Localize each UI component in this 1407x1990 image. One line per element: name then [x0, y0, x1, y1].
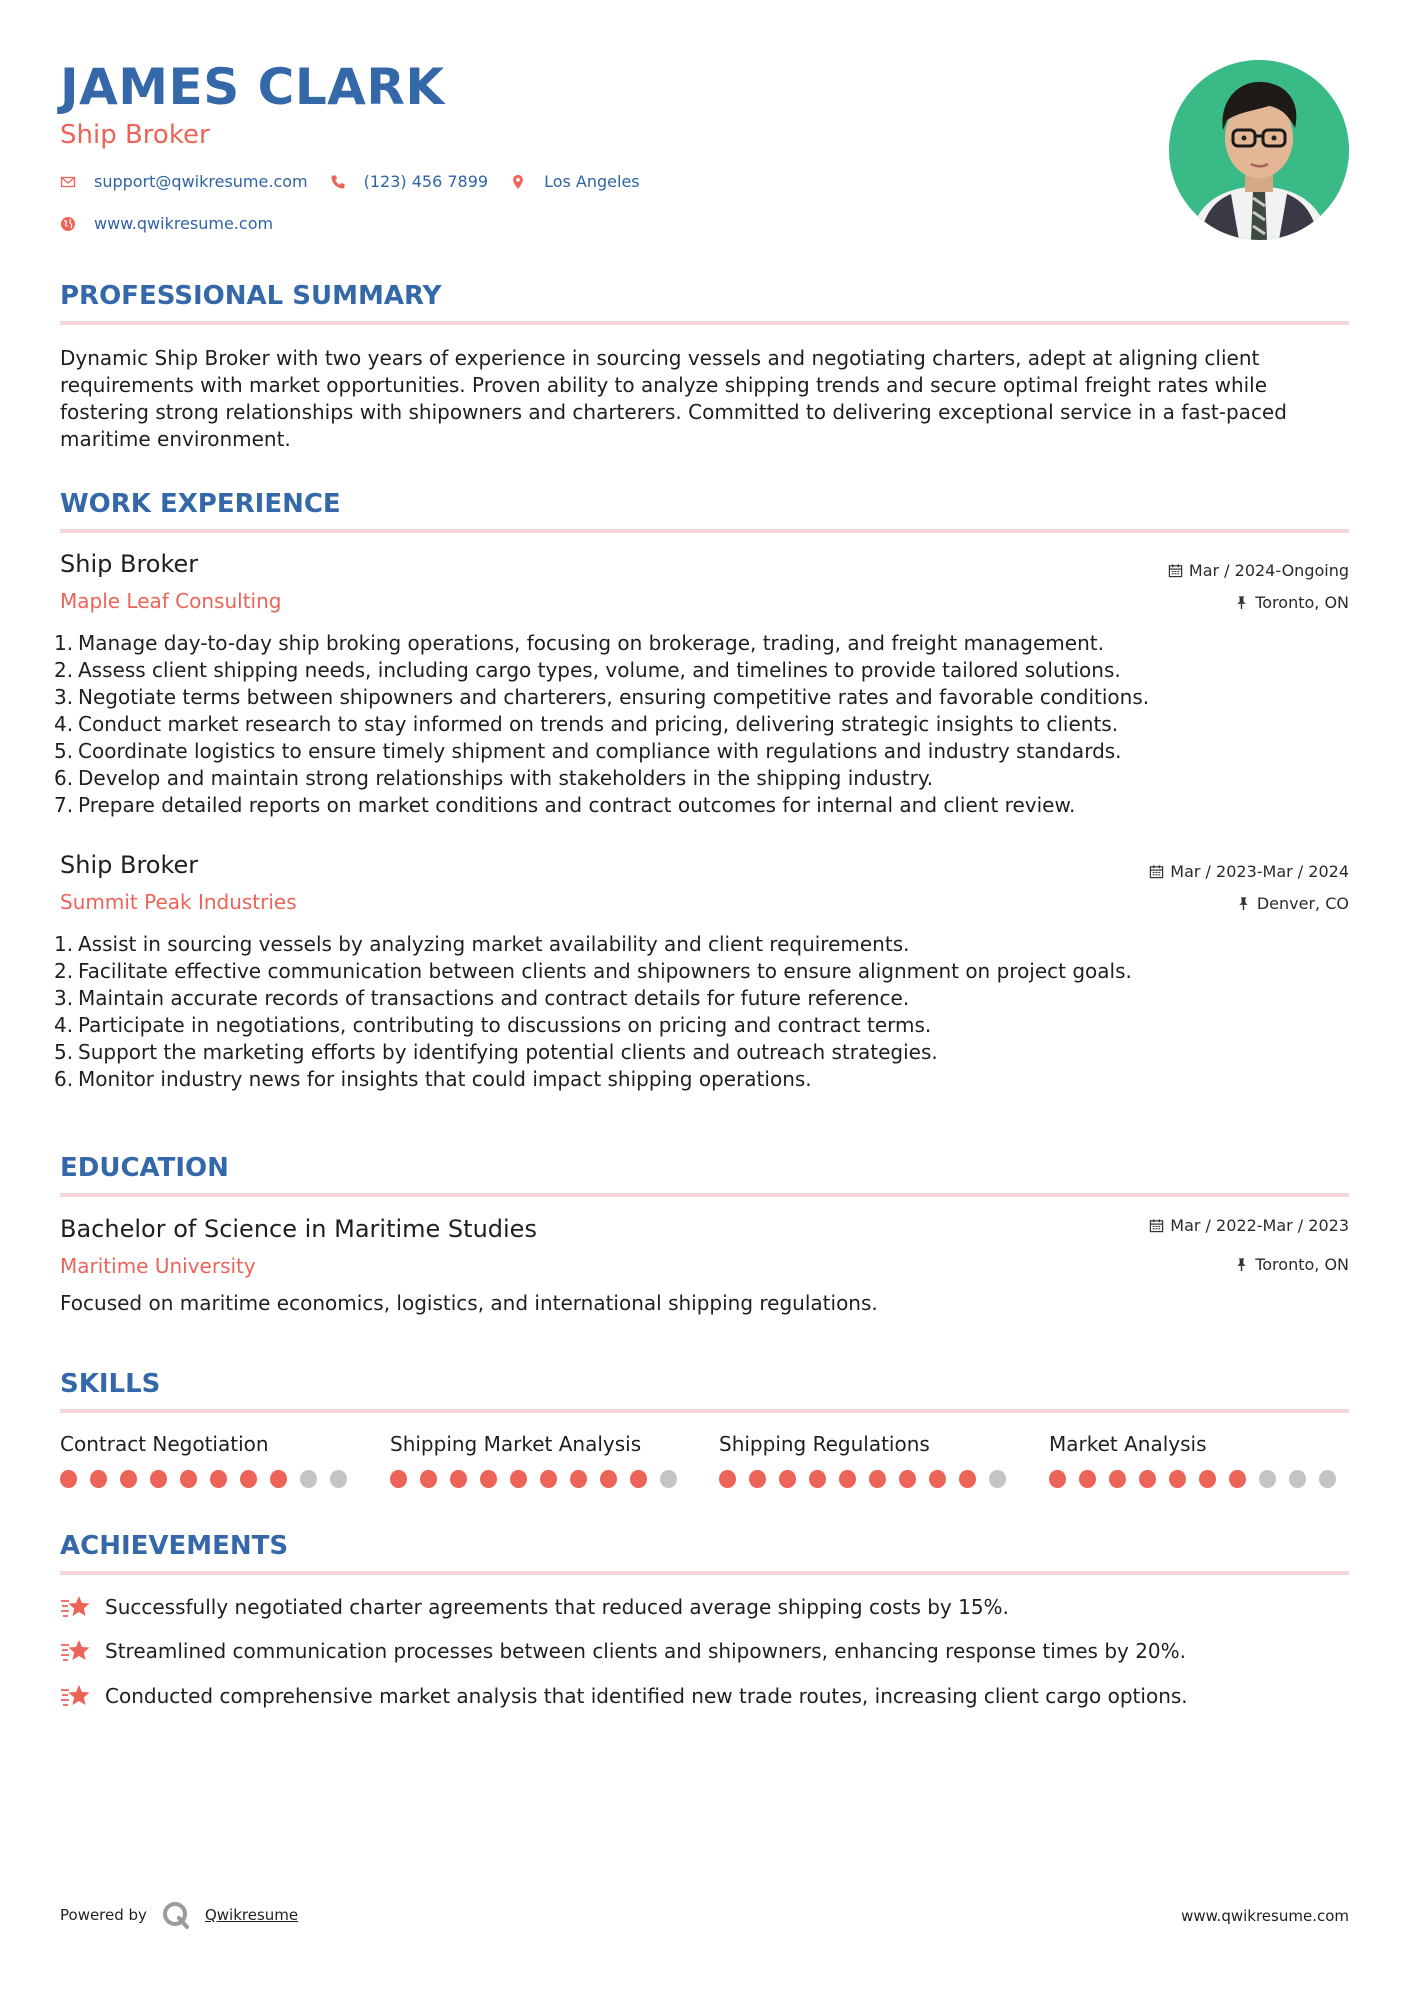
qwikresume-logo-icon [161, 1900, 191, 1930]
section-divider [60, 529, 1349, 533]
skill-name: Contract Negotiation [60, 1432, 269, 1456]
skill-dot [300, 1470, 317, 1488]
job-title: Ship Broker [60, 550, 199, 578]
skill-dot [540, 1470, 557, 1488]
job-company: Summit Peak Industries [60, 890, 297, 914]
job-location [1234, 593, 1349, 612]
list-item: 6. Develop and maintain strong relationships with stakeholders in the shipping industry. [54, 766, 934, 790]
list-item: 1. Assist in sourcing vessels by analyzing market availability and client requirements. [54, 932, 910, 956]
website-text: www.qwikresume.com [94, 214, 274, 233]
achievement-text: Conducted comprehensive market analysis that identified new trade routes, increasing client cargo options. [105, 1684, 1188, 1708]
skill-name: Shipping Regulations [719, 1432, 930, 1456]
job-dates [1149, 862, 1349, 881]
skill-dot [1169, 1470, 1186, 1488]
section-divider [60, 1409, 1349, 1413]
list-item: 4. Conduct market research to stay informed on trends and pricing, delivering strategic insights to clients. [54, 712, 1119, 736]
skill-dot [210, 1470, 227, 1488]
section-divider [60, 321, 1349, 325]
contact-location [510, 172, 640, 191]
skill-item [390, 1432, 690, 1488]
education-location-text: Toronto, ON [1255, 1255, 1349, 1274]
achievement-item [60, 1593, 1009, 1621]
skill-dot [749, 1470, 766, 1488]
skill-item [719, 1432, 1019, 1488]
job-location-text: Toronto, ON [1255, 593, 1349, 612]
pushpin-icon [1234, 595, 1249, 610]
skill-dot [660, 1470, 677, 1488]
degree-title: Bachelor of Science in Maritime Studies [60, 1215, 537, 1243]
star-icon [60, 1637, 92, 1665]
location-text: Los Angeles [544, 172, 640, 191]
star-icon [60, 1593, 92, 1621]
globe-icon [60, 216, 76, 232]
skill-dot [1139, 1470, 1156, 1488]
skill-dot [1319, 1470, 1336, 1488]
summary-text: Dynamic Ship Broker with two years of experience in sourcing vessels and negotiating charters, adept at aligning client requirements with market opportunities. Proven ability to analyze shipping trends and secure optimal freight rates while fostering strong relationships with shipowners and charterers. Committed to delivering exceptional service in a fast-paced maritime environment. [60, 346, 1287, 451]
list-item: 6. Monitor industry news for insights that could impact shipping operations. [54, 1067, 812, 1091]
contact-website[interactable] [60, 214, 273, 233]
pushpin-icon [1234, 1257, 1249, 1272]
skill-dot [989, 1470, 1006, 1488]
achievement-item [60, 1637, 1186, 1665]
job-dates-text: Mar / 2024-Ongoing [1188, 561, 1349, 580]
skill-dot [1199, 1470, 1216, 1488]
skill-dot [1079, 1470, 1096, 1488]
calendar-icon [1149, 1218, 1164, 1233]
achievement-item [60, 1682, 1188, 1710]
skill-dot [240, 1470, 257, 1488]
footer-powered-by [60, 1900, 298, 1930]
avatar-portrait [1169, 60, 1349, 240]
skill-name: Market Analysis [1049, 1432, 1207, 1456]
list-item: 3. Maintain accurate records of transactions and contract details for future reference. [54, 986, 910, 1010]
skill-dot [719, 1470, 736, 1488]
job-location [1236, 894, 1349, 913]
skill-dot [270, 1470, 287, 1488]
list-item: 4. Participate in negotiations, contributing to discussions on pricing and contract terms. [54, 1013, 932, 1037]
section-divider [60, 1571, 1349, 1575]
skill-dot [450, 1470, 467, 1488]
contact-phone[interactable] [330, 172, 488, 191]
skill-dot [1229, 1470, 1246, 1488]
brand-link[interactable]: Qwikresume [204, 1906, 299, 1924]
job-responsibilities [54, 931, 1344, 1093]
achievement-text: Streamlined communication processes between clients and shipowners, enhancing response times by 20%. [105, 1639, 1187, 1663]
job-location-text: Denver, CO [1256, 894, 1349, 913]
avatar [1169, 60, 1349, 240]
powered-by-label: Powered by [60, 1906, 147, 1924]
footer-website[interactable]: www.qwikresume.com [1181, 1907, 1349, 1925]
list-item: 2. Facilitate effective communication between clients and shipowners to ensure alignment on project goals. [54, 959, 1132, 983]
job-dates [1168, 561, 1349, 580]
section-title-achievements: ACHIEVEMENTS [60, 1531, 289, 1561]
education-description: Focused on maritime economics, logistics, and international shipping regulations. [60, 1291, 878, 1315]
candidate-role: Ship Broker [60, 120, 210, 150]
phone-text: (123) 456 7899 [363, 172, 489, 191]
skill-dot [630, 1470, 647, 1488]
education-dates-text: Mar / 2022-Mar / 2023 [1170, 1216, 1349, 1235]
list-item: 7. Prepare detailed reports on market conditions and contract outcomes for internal and client review. [54, 793, 1076, 817]
skill-name: Shipping Market Analysis [390, 1432, 642, 1456]
pushpin-icon [1236, 896, 1251, 911]
skill-dot [180, 1470, 197, 1488]
section-title-education: EDUCATION [60, 1153, 229, 1183]
skill-dot [150, 1470, 167, 1488]
phone-icon [330, 174, 346, 190]
skill-dot [60, 1470, 77, 1488]
skill-dot [1049, 1470, 1066, 1488]
mail-icon [60, 174, 76, 190]
candidate-name: JAMES CLARK [60, 58, 445, 116]
achievement-text: Successfully negotiated charter agreements that reduced average shipping costs by 15%. [105, 1595, 1009, 1619]
skill-dot [570, 1470, 587, 1488]
skill-dot [390, 1470, 407, 1488]
skill-item [1049, 1432, 1349, 1488]
skill-dot [420, 1470, 437, 1488]
skill-dot [1259, 1470, 1276, 1488]
skill-dot [510, 1470, 527, 1488]
skill-dot [90, 1470, 107, 1488]
skill-rating [719, 1470, 1019, 1488]
skill-dot [1289, 1470, 1306, 1488]
skill-rating [1049, 1470, 1349, 1488]
skill-dot [480, 1470, 497, 1488]
skill-item [60, 1432, 360, 1488]
skill-dot [809, 1470, 826, 1488]
location-pin-icon [510, 174, 526, 190]
skill-dot [869, 1470, 886, 1488]
skill-dot [899, 1470, 916, 1488]
list-item: 1. Manage day-to-day ship broking operations, focusing on brokerage, trading, and freight management. [54, 631, 1104, 655]
list-item: 5. Coordinate logistics to ensure timely shipment and compliance with regulations and industry standards. [54, 739, 1122, 763]
email-text: support@qwikresume.com [94, 172, 308, 191]
list-item: 5. Support the marketing efforts by identifying potential clients and outreach strategies. [54, 1040, 938, 1064]
section-title-skills: SKILLS [60, 1369, 161, 1399]
job-title: Ship Broker [60, 851, 199, 879]
job-dates-text: Mar / 2023-Mar / 2024 [1170, 862, 1349, 881]
skill-rating [390, 1470, 690, 1488]
skill-dot [120, 1470, 137, 1488]
skill-dot [1109, 1470, 1126, 1488]
list-item: 3. Negotiate terms between shipowners and charterers, ensuring competitive rates and favorable conditions. [54, 685, 1150, 709]
job-responsibilities [54, 630, 1344, 819]
contact-row [60, 172, 662, 191]
education-dates [1149, 1216, 1349, 1235]
skill-dot [779, 1470, 796, 1488]
skill-dot [839, 1470, 856, 1488]
skill-rating [60, 1470, 360, 1488]
skill-dot [330, 1470, 347, 1488]
star-icon [60, 1682, 92, 1710]
contact-row-2 [60, 214, 295, 233]
section-title-summary: PROFESSIONAL SUMMARY [60, 281, 442, 311]
section-divider [60, 1193, 1349, 1197]
skill-dot [959, 1470, 976, 1488]
section-title-experience: WORK EXPERIENCE [60, 489, 341, 519]
calendar-icon [1149, 864, 1164, 879]
list-item: 2. Assess client shipping needs, including cargo types, volume, and timelines to provide tailored solutions. [54, 658, 1121, 682]
calendar-icon [1168, 563, 1183, 578]
school-name: Maritime University [60, 1254, 256, 1278]
education-location [1234, 1255, 1349, 1274]
skill-dot [929, 1470, 946, 1488]
contact-email[interactable] [60, 172, 308, 191]
skill-dot [600, 1470, 617, 1488]
job-company: Maple Leaf Consulting [60, 589, 282, 613]
